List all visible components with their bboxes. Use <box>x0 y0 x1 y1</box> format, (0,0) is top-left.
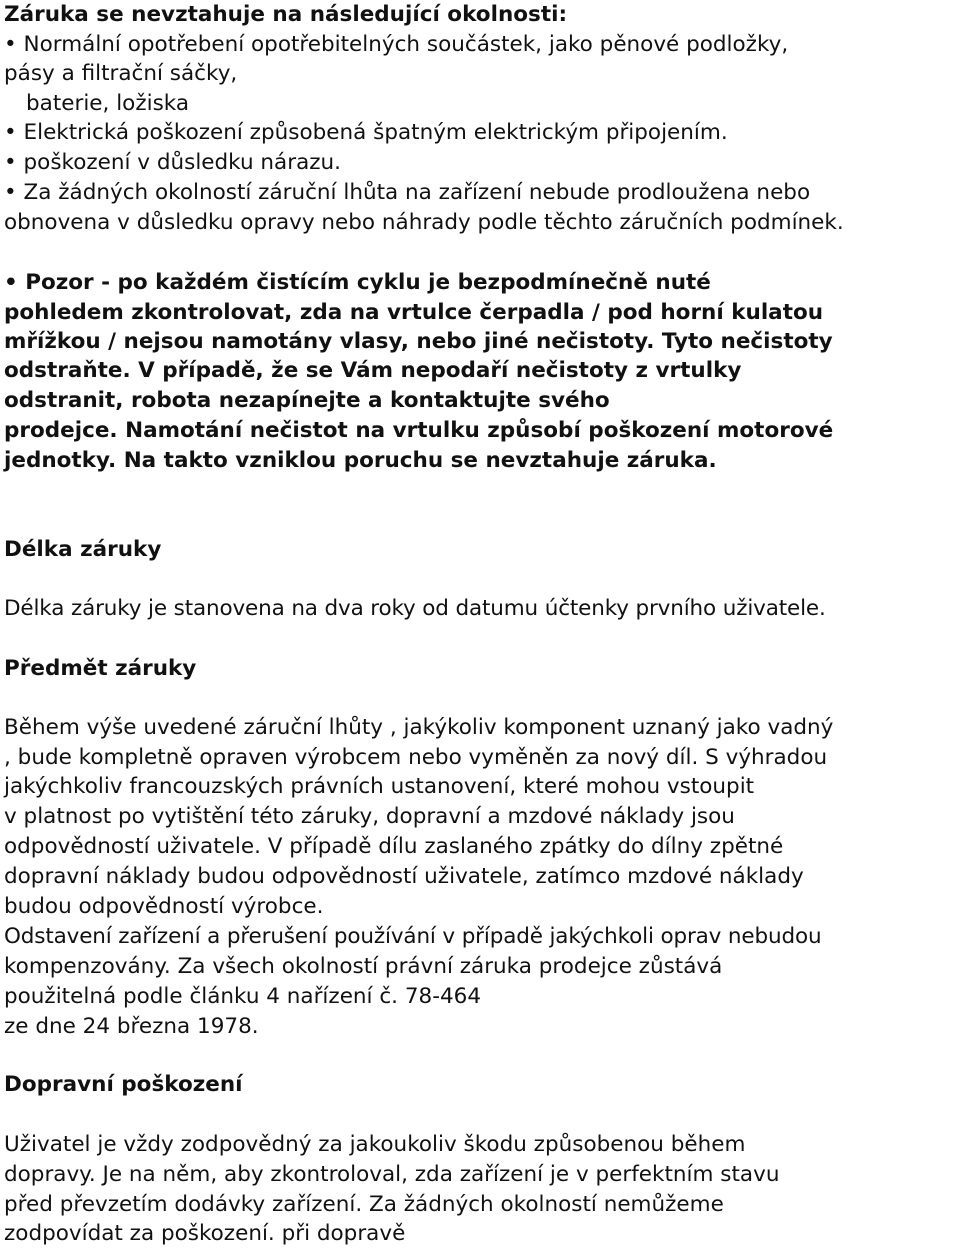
subject-line: odpovědností uživatele. V případě dílu zaslaného zpátky do dílny zpětné <box>4 834 784 859</box>
length-text: Délka záruky je stanovena na dva roky od datumu účtenky prvního uživatele. <box>4 596 826 621</box>
transport-heading: Dopravní poškození <box>4 1072 243 1097</box>
subject-line: jakýchkoliv francouzských právních ustanovení, které mohou vstoupit <box>4 774 755 799</box>
warning-line: • Pozor - po každém čistícím cyklu je bezpodmínečně nuté <box>4 270 711 295</box>
warning-line: jednotky. Na takto vzniklou poruchu se nevztahuje záruka. <box>4 448 717 473</box>
warning-line: prodejce. Namotání nečistot na vrtulku způsobí poškození motorové <box>4 418 834 443</box>
warning-line: odstranit, robota nezapínejte a kontaktujte svého <box>4 388 610 413</box>
exclusions-heading: Záruka se nevztahuje na následující okolnosti: <box>4 2 568 27</box>
exclusion-line-no-extension-cont: obnovena v důsledku opravy nebo náhrady podle těchto záručních podmínek. <box>4 210 844 235</box>
exclusion-line-batteries: baterie, ložiska <box>26 91 190 116</box>
transport-line: dopravy. Je na něm, aby zkontroloval, zda zařízení je v perfektním stavu <box>4 1162 780 1187</box>
subject-line: kompenzovány. Za všech okolností právní záruka prodejce zůstává <box>4 954 723 979</box>
transport-line: před převzetím dodávky zařízení. Za žádných okolností nemůžeme <box>4 1192 724 1217</box>
exclusion-line-wear: • Normální opotřebení opotřebitelných součástek, jako pěnové podložky, <box>4 32 789 57</box>
subject-line: v platnost po vytištění této záruky, dopravní a mzdové náklady jsou <box>4 804 735 829</box>
subject-line: použitelná podle článku 4 nařízení č. 78-464 <box>4 984 481 1009</box>
subject-heading: Předmět záruky <box>4 656 197 681</box>
exclusion-line-wear-cont: pásy a filtrační sáčky, <box>4 61 238 86</box>
length-heading: Délka záruky <box>4 537 162 562</box>
transport-line: zodpovídat za poškození. při dopravě <box>4 1221 406 1246</box>
exclusion-line-impact: • poškození v důsledku nárazu. <box>4 150 341 175</box>
subject-line: dopravní náklady budou odpovědností uživatele, zatímco mzdové náklady <box>4 864 804 889</box>
exclusion-line-no-extension: • Za žádných okolností záruční lhůta na zařízení nebude prodloužena nebo <box>4 180 811 205</box>
subject-line: Odstavení zařízení a přerušení používání v případě jakýchkoli oprav nebudou <box>4 924 822 949</box>
warning-line: mřížkou / nejsou namotány vlasy, nebo jiné nečistoty. Tyto nečistoty <box>4 329 833 354</box>
warning-line: pohledem zkontrolovat, zda na vrtulce čerpadla / pod horní kulatou <box>4 300 824 325</box>
transport-line: Uživatel je vždy zodpovědný za jakoukoliv škodu způsobenou během <box>4 1132 746 1157</box>
warning-line: odstraňte. V případě, že se Vám nepodaří nečistoty z vrtulky <box>4 358 742 383</box>
subject-line: ze dne 24 března 1978. <box>4 1014 259 1039</box>
subject-line: Během výše uvedené záruční lhůty , jakýkoliv komponent uznaný jako vadný <box>4 715 834 740</box>
subject-line: , bude kompletně opraven výrobcem nebo vyměněn za nový díl. S výhradou <box>4 745 828 770</box>
subject-line: budou odpovědností výrobce. <box>4 894 324 919</box>
exclusion-line-electrical: • Elektrická poškození způsobená špatným elektrickým připojením. <box>4 120 728 145</box>
